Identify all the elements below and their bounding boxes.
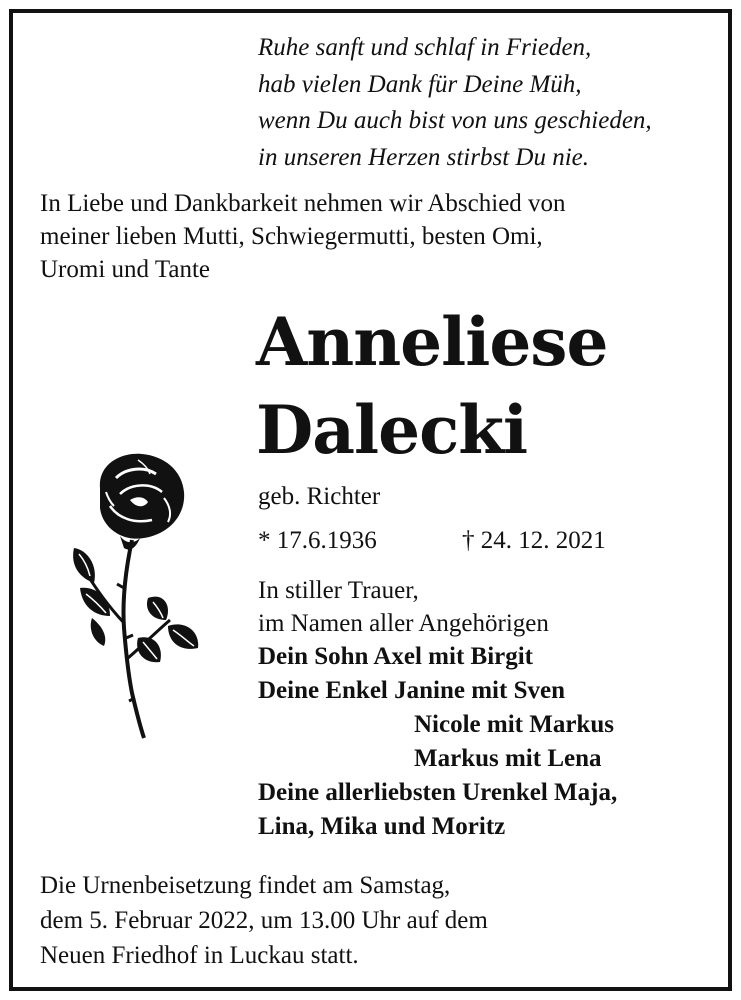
intro-line: meiner lieben Mutti, Schwiegermutti, besten Omi, <box>40 223 543 250</box>
family-line: Nicole mit Markus <box>414 711 614 738</box>
maiden-name: geb. Richter <box>258 483 381 510</box>
intro-line: In Liebe und Dankbarkeit nehmen wir Abschied von <box>40 190 566 217</box>
funeral-announcement <box>40 868 488 973</box>
verse-line: in unseren Herzen stirbst Du nie. <box>258 143 589 171</box>
farewell-intro <box>40 187 720 286</box>
family-list <box>258 640 617 844</box>
death-date: † 24. 12. 2021 <box>462 527 606 554</box>
family-line: Deine Enkel Janine mit Sven <box>258 677 565 704</box>
mourning-line: In stiller Trauer, <box>258 577 419 604</box>
intro-line: Uromi und Tante <box>40 256 210 283</box>
funeral-line: Die Urnenbeisetzung findet am Samstag, <box>40 872 451 899</box>
mourning-line: im Namen aller Angehörigen <box>258 609 549 637</box>
verse-line: wenn Du auch bist von uns geschieden, <box>258 107 652 134</box>
deceased-last-name: Dalecki <box>256 391 528 469</box>
verse-line: Ruhe sanft und schlaf in Frieden, <box>258 34 592 61</box>
mourning-note <box>258 575 549 640</box>
family-line: Deine allerliebsten Urenkel Maja, <box>258 779 618 806</box>
deceased-name <box>256 298 607 474</box>
verse-line: hab vielen Dank für Deine Müh, <box>258 70 582 98</box>
funeral-line: dem 5. Februar 2022, um 13.00 Uhr auf dem <box>40 907 488 934</box>
family-line: Lina, Mika und Moritz <box>258 813 506 840</box>
memorial-verse <box>258 30 718 176</box>
family-line: Dein Sohn Axel mit Birgit <box>258 643 534 670</box>
birth-date: * 17.6.1936 <box>258 527 377 554</box>
rose-icon <box>60 448 210 743</box>
family-line: Markus mit Lena <box>414 745 602 772</box>
funeral-line: Neuen Friedhof in Luckau statt. <box>40 942 359 969</box>
deceased-first-name: Anneliese <box>256 303 608 381</box>
